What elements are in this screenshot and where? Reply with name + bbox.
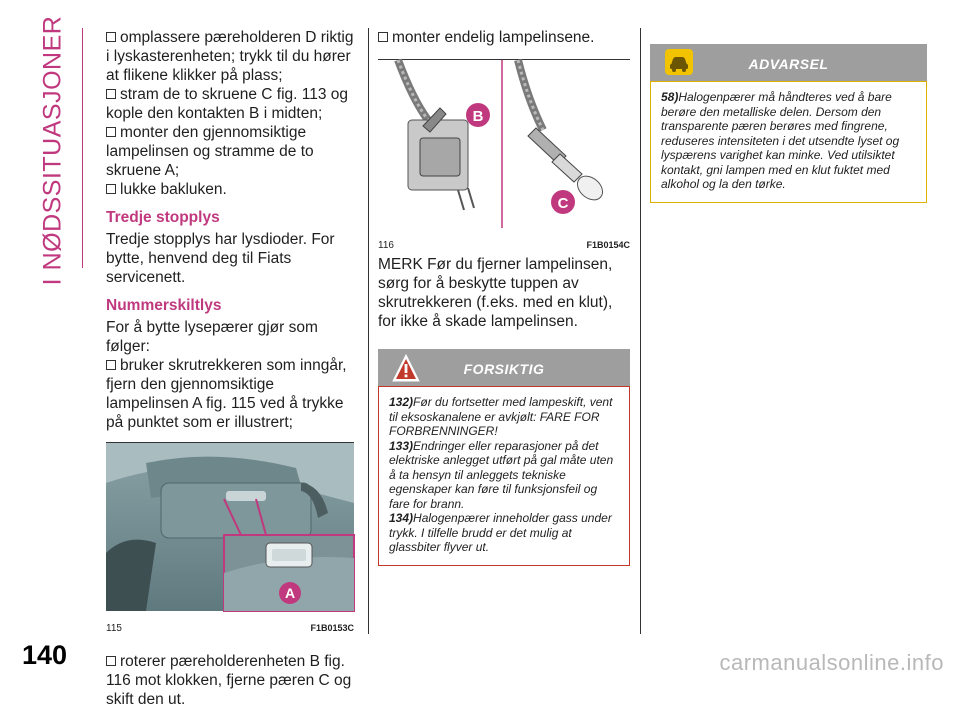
step-item: roterer pæreholderenheten B fig. 116 mot klokken, fjerne pæren C og skift den ut.: [106, 653, 352, 708]
checkbox-icon: [106, 127, 116, 137]
step-item: stram de to skruene C fig. 113 og kople den kontakten B i midten;: [106, 86, 349, 122]
checkbox-icon: [106, 184, 116, 194]
watermark: carmanualsonline.info: [719, 650, 944, 675]
heading-plate-light: Nummerskiltlys: [106, 297, 222, 314]
forsiktig-body: [378, 386, 630, 566]
heading-third-brake-light: Tredje stopplys: [106, 209, 220, 226]
callout-b-label: B: [472, 108, 484, 125]
third-light-text: Tredje stopplys har lysdioder. For bytte, henvend deg til Fiats servicenett.: [106, 231, 335, 286]
figure-115-caption: [106, 619, 354, 638]
figure-115-image: [106, 443, 354, 611]
checkbox-icon: [106, 360, 116, 370]
figure-number: 115: [106, 623, 122, 634]
advarsel-title: ADVARSEL: [748, 56, 829, 72]
column-3: [650, 44, 927, 203]
advarsel-box: [650, 44, 927, 203]
forsiktig-box: [378, 349, 630, 566]
column-divider: [368, 28, 369, 634]
figure-code: F1B0154C: [586, 240, 630, 250]
advarsel-header: [650, 44, 927, 81]
step-item: monter den gjennomsiktige lampelinsen og stramme de to skruene A;: [106, 124, 314, 179]
column-divider: [640, 28, 641, 634]
warning-item: 58)Halogenpærer må håndteres ved å bare berøre den metalliske delen. Dersom den transparente pæren berøres med fingrene, reduseres intensiteten i det utsendte lyset og lyspærens varighet kan minke. Ved utilsiktet kontakt, gni lampen med en klut fuktet med alkohol og la den tørke.: [661, 90, 900, 191]
note-text: MERK Før du fjerner lampelinsen, sørg for å beskytte tuppen av skrutrekkeren (f.eks. med en klut), for ikke å skade lampelinsen.: [378, 256, 613, 330]
column-1: [106, 28, 354, 709]
column-2: [378, 28, 630, 566]
section-title: I NØDSSITUASJONER: [38, 15, 67, 286]
step-item: monter endelig lampelinsene.: [378, 28, 630, 47]
figure-115: [106, 442, 354, 638]
checkbox-icon: [106, 32, 116, 42]
step-item: lukke bakluken.: [106, 180, 354, 199]
checkbox-icon: [106, 656, 116, 666]
forsiktig-title: FORSIKTIG: [463, 361, 545, 377]
step-item: bruker skrutrekkeren som inngår, fjern den gjennomsiktige lampelinsen A fig. 115 ved å trykke på punktet som er illustrert;: [106, 357, 347, 431]
figure-number: 116: [378, 240, 394, 251]
figure-code: F1B0153C: [310, 623, 354, 633]
section-title-rule: [82, 28, 83, 268]
step-item: omplassere pæreholderen D riktig i lyskasterenheten; trykk til du hører at flikene klikker på plass;: [106, 29, 354, 84]
callout-a-label: A: [284, 585, 296, 601]
warning-item: 132)Før du fortsetter med lampeskift, vent til eksoskanalene er avkjølt: FARE FOR FORBRENNINGER!: [389, 395, 613, 438]
checkbox-icon: [378, 32, 388, 42]
advarsel-body: [650, 81, 927, 203]
figure-116: [378, 59, 630, 255]
warning-item: 134)Halogenpærer inneholder gass under trykk. I tilfelle brudd er det mulig at glassbiter flyver ut.: [389, 511, 612, 554]
page-number: 140: [22, 640, 68, 670]
warning-item: 133)Endringer eller reparasjoner på det elektriske anlegget utført på gal måte uten å ta hensyn til anleggets tekniske egenskaper kan føre til funksjonsfeil og fare for brann.: [389, 438, 614, 511]
plate-intro: For å bytte lysepærer gjør som følger:: [106, 319, 318, 355]
figure-116-caption: [378, 236, 630, 255]
figure-116-image: [378, 60, 630, 228]
forsiktig-header: [378, 349, 630, 386]
callout-c-label: C: [557, 195, 569, 212]
checkbox-icon: [106, 89, 116, 99]
